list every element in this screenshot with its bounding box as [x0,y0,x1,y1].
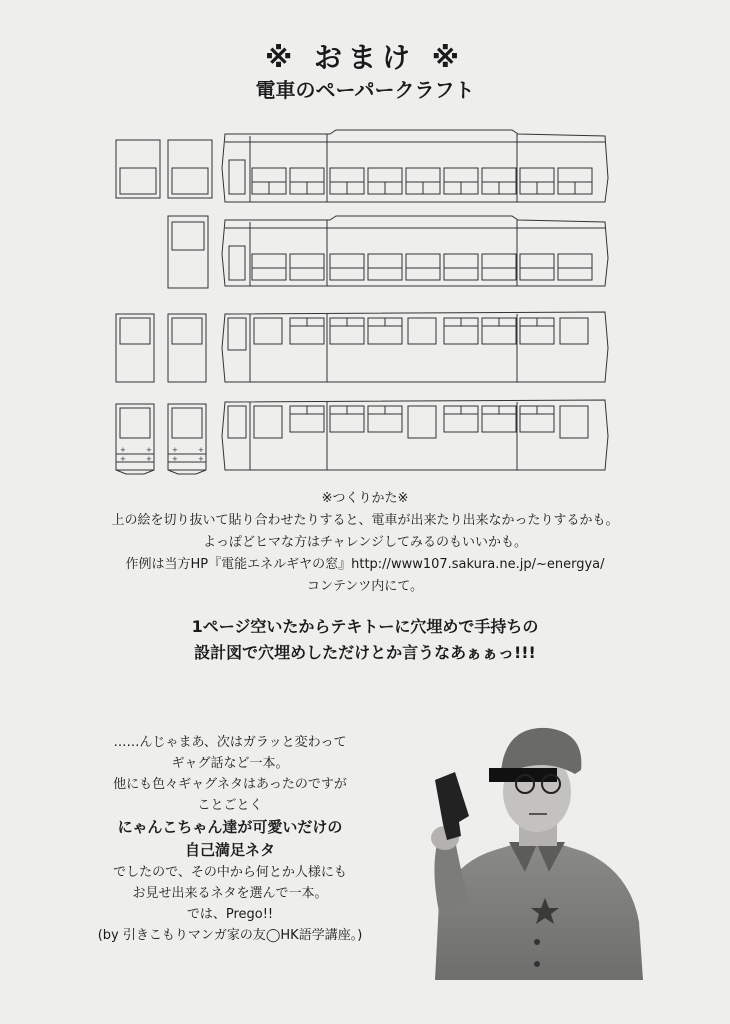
end-piece [116,314,154,382]
svg-text:+: + [198,455,204,463]
joke-line: 1ページ空いたからテキトーに穴埋めで手持ちの [191,617,539,636]
afterword-line: (by 引きこもりマンガ家の友◯HK語学講座。) [97,928,363,943]
afterword-line: でしたので、その中から何とか人様にも [113,865,347,880]
howto-line: 作例は当方HP『電能エネルギヤの窓』http://www107.sakura.ne.jp/~energya/ [125,557,605,572]
page-title: ※ おまけ ※ [265,41,465,74]
afterword-line: ギャグ話など一本。 [171,756,289,771]
papercraft-diagram [110,128,610,478]
page-subtitle: 電車のペーパークラフト [255,78,475,102]
joke-line: 設計図で穴埋めしただけとか言うなあぁぁっ!!! [194,643,536,662]
afterword-emphasis: 自己満足ネタ [184,841,275,859]
svg-text:+: + [146,446,152,454]
afterword-section [30,732,430,946]
car-body-side [222,400,608,470]
car-body-side [222,130,608,202]
end-piece [116,404,154,474]
end-piece [168,314,206,382]
end-piece [116,140,160,198]
joke-section [40,614,690,666]
afterword-emphasis: にゃんこちゃん達が可愛いだけの [117,818,343,836]
howto-line: 上の絵を切り抜いて貼り合わせたりすると、電車が出来たり出来なかったりするかも。 [111,513,619,528]
soldier-photo-icon [425,712,645,980]
afterword-line: ……んじゃまあ、次はガラッと変わって [113,735,347,750]
end-piece [168,216,208,288]
svg-text:+: + [172,455,178,463]
afterword-line: 他にも色々ギャグネタはあったのですが [113,777,347,792]
svg-text:+: + [172,446,178,454]
howto-line: コンテンツ内にて。 [306,579,424,594]
car-body-side [222,216,608,286]
car-body-side [222,312,608,382]
svg-text:+: + [120,446,126,454]
howto-heading: ※つくりかた※ [321,491,409,506]
svg-text:+: + [120,455,126,463]
end-piece [168,404,206,474]
svg-text:+: + [198,446,204,454]
howto-line: よっぽどヒマな方はチャレンジしてみるのもいいかも。 [203,535,527,550]
afterword-line: ことごとく [197,798,263,813]
afterword-line: では、Prego!! [186,907,274,922]
svg-text:+: + [146,455,152,463]
end-piece [168,140,212,198]
afterword-line: お見せ出来るネタを選んで一本。 [132,886,328,901]
howto-section [40,488,690,598]
